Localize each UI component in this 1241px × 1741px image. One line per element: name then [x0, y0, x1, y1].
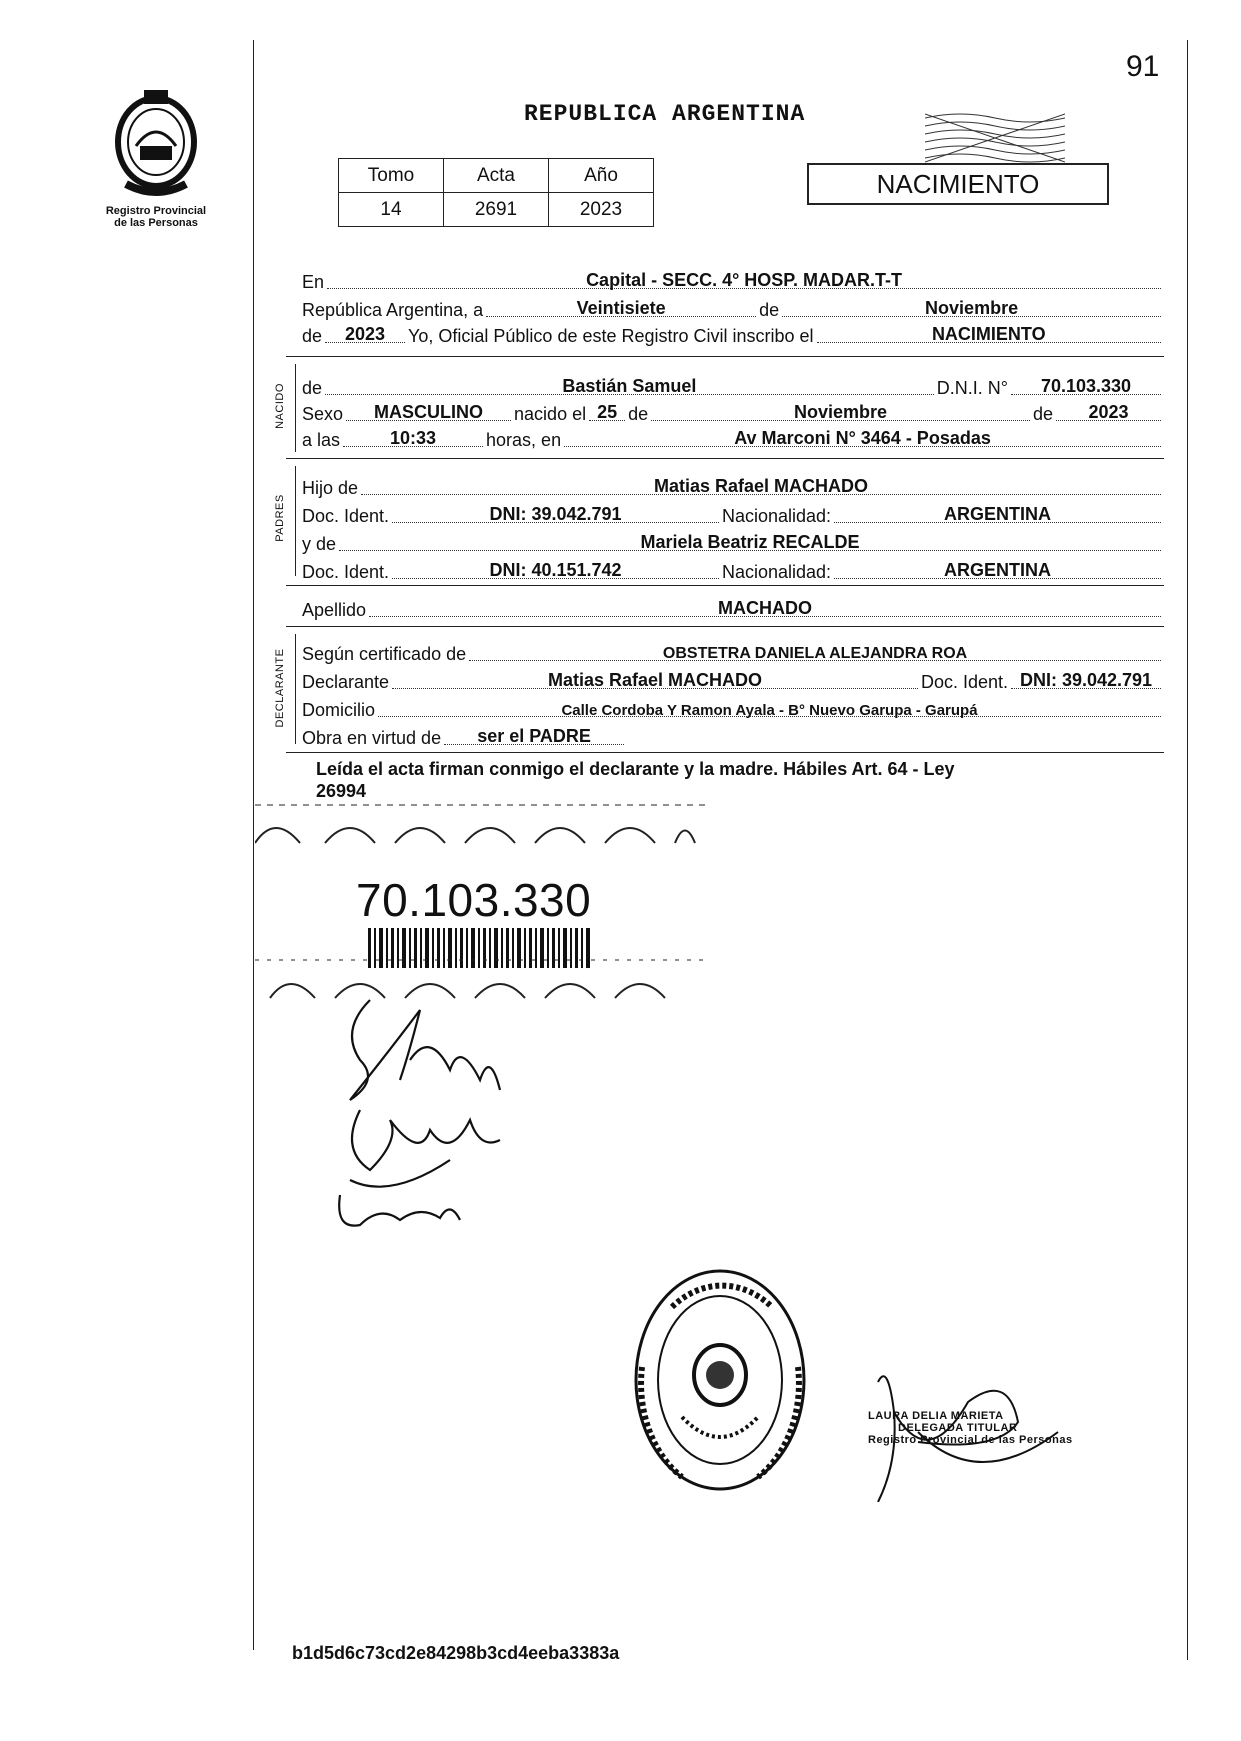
value-year: 2023	[345, 324, 386, 344]
meta-value-anio: 2023	[549, 193, 654, 227]
value-declarante: Matias Rafael MACHADO	[547, 670, 763, 690]
label-de-birth-month: de	[628, 404, 649, 424]
value-en: Capital - SECC. 4° HOSP. MADAR.T-T	[586, 270, 902, 290]
row-madre	[302, 530, 1164, 555]
closing-statement-line2: 26994	[316, 781, 367, 801]
document-hash: b1d5d6c73cd2e84298b3cd4eeba3383a	[292, 1643, 620, 1663]
fill-birth-year	[1056, 402, 1161, 421]
fill-padre-nacionalidad	[834, 504, 1161, 523]
label-hijo-de: Hijo de	[302, 478, 359, 498]
label-de-birth-year: de	[1032, 404, 1053, 424]
side-label-padres: PADRES	[274, 494, 286, 542]
document-title: REPUBLICA ARGENTINA	[524, 101, 806, 127]
meta-header-acta: Acta	[444, 159, 549, 193]
value-certificado: OBSTETRA DANIELA ALEJANDRA ROA	[662, 645, 968, 662]
fill-dni	[1011, 376, 1161, 395]
padres-bracket	[295, 466, 296, 576]
fill-declarante-doc	[1011, 670, 1161, 689]
declarant-signature	[330, 990, 530, 1250]
fill-day	[486, 298, 756, 317]
fill-obra	[444, 726, 624, 745]
row-en	[302, 268, 1164, 293]
value-hora: 10:33	[390, 428, 437, 448]
value-dni: 70.103.330	[1040, 376, 1132, 396]
value-padre-nacionalidad: ARGENTINA	[944, 504, 1052, 524]
label-a-las: a las	[302, 430, 341, 450]
row-obra	[302, 724, 1164, 749]
value-madre-doc: DNI: 40.151.742	[489, 560, 622, 580]
value-acto: NACIMIENTO	[931, 324, 1046, 344]
row-apellido	[302, 596, 1164, 621]
side-label-declarante: DECLARANTE	[274, 648, 286, 728]
fill-birth-month	[651, 402, 1030, 421]
row-padre-doc	[302, 502, 1164, 527]
label-domicilio: Domicilio	[302, 700, 376, 720]
label-en: En	[302, 272, 325, 292]
label-dni: D.N.I. N°	[936, 378, 1008, 398]
meta-header-tomo: Tomo	[339, 159, 444, 193]
side-label-nacido: NACIDO	[274, 383, 286, 429]
value-madre-nacionalidad: ARGENTINA	[944, 560, 1052, 580]
label-republica: República Argentina, a	[302, 300, 484, 320]
fill-declarante	[392, 670, 918, 689]
declarante-bracket	[295, 634, 296, 744]
row-declarante	[302, 668, 1164, 693]
fill-padre-doc	[392, 504, 719, 523]
logo-caption-line2: de las Personas	[114, 217, 198, 229]
value-birth-year: 2023	[1088, 402, 1129, 422]
value-birth-day: 25	[597, 402, 618, 422]
fill-hora	[343, 428, 483, 447]
label-declarante-doc: Doc. Ident.	[920, 672, 1008, 692]
value-sexo: MASCULINO	[374, 402, 484, 422]
value-padre-doc: DNI: 39.042.791	[489, 504, 622, 524]
fill-padre	[361, 476, 1161, 495]
document-type-box: NACIMIENTO	[807, 163, 1109, 205]
label-declarante: Declarante	[302, 672, 390, 692]
value-domicilio: Calle Cordoba Y Ramon Ayala - B° Nuevo Garupa - Garupá	[561, 702, 978, 719]
divider-1	[286, 356, 1164, 357]
meta-value-acta: 2691	[444, 193, 549, 227]
official-office: Registro Provincial de las Personas	[868, 1434, 1073, 1446]
provincia-de-misiones-coat-of-arms-icon	[96, 88, 216, 200]
divider-2	[286, 458, 1164, 459]
row-anio	[302, 322, 1164, 347]
row-madre-doc	[302, 558, 1164, 583]
right-margin-line	[1187, 40, 1188, 1660]
security-strip-icon	[255, 803, 705, 845]
label-madre-nacionalidad: Nacionalidad:	[721, 562, 832, 582]
value-nombre: Bastián Samuel	[562, 376, 697, 396]
divider-4	[286, 626, 1164, 627]
label-y-de: y de	[302, 534, 337, 554]
official-name: LAURA DELIA MARIETA	[868, 1410, 1004, 1422]
closing-statement-line1: Leída el acta firman conmigo el declarante y la madre. Hábiles Art. 64 - Ley	[316, 759, 955, 779]
fill-madre-nacionalidad	[834, 560, 1161, 579]
label-inscribo: Yo, Oficial Público de este Registro Civil inscribo el	[408, 326, 814, 346]
fill-nombre	[325, 376, 934, 395]
fill-madre	[339, 532, 1161, 551]
fill-madre-doc	[392, 560, 719, 579]
value-month: Noviembre	[925, 298, 1019, 318]
label-de-nombre: de	[302, 378, 323, 398]
value-apellido: MACHADO	[718, 598, 813, 618]
value-declarante-doc: DNI: 39.042.791	[1019, 670, 1153, 690]
label-padre-doc: Doc. Ident.	[302, 506, 390, 526]
value-madre: Mariela Beatriz RECALDE	[640, 532, 860, 552]
record-meta-table	[338, 158, 654, 227]
fill-apellido	[369, 598, 1161, 617]
label-apellido: Apellido	[302, 600, 367, 620]
security-pattern-icon	[925, 110, 1065, 165]
row-republica	[302, 296, 1164, 321]
value-place: Av Marconi N° 3464 - Posadas	[734, 428, 991, 448]
fill-sexo	[346, 402, 511, 421]
logo-caption-line1: Registro Provincial	[105, 205, 207, 217]
label-padre-nacionalidad: Nacionalidad:	[721, 506, 832, 526]
label-sexo: Sexo	[302, 404, 344, 424]
fill-year	[325, 324, 405, 343]
value-padre: Matias Rafael MACHADO	[653, 476, 869, 496]
logo-caption	[80, 205, 232, 229]
province-logo	[96, 88, 216, 200]
label-de-year: de	[302, 326, 323, 346]
row-sexo	[302, 400, 1164, 425]
divider-3	[286, 585, 1164, 586]
fill-month	[782, 298, 1161, 317]
row-nombre	[302, 374, 1164, 399]
label-obra: Obra en virtud de	[302, 728, 442, 748]
label-horas-en: horas, en	[486, 430, 562, 450]
label-de-month: de	[759, 300, 780, 320]
fill-acto	[817, 324, 1161, 343]
label-madre-doc: Doc. Ident.	[302, 562, 390, 582]
label-certificado: Según certificado de	[302, 644, 467, 664]
fill-domicilio	[378, 698, 1161, 717]
nacido-bracket	[295, 364, 296, 452]
value-birth-month: Noviembre	[794, 402, 888, 422]
row-domicilio	[302, 696, 1164, 721]
official-title: DELEGADA TITULAR	[898, 1422, 1018, 1434]
value-obra: ser el PADRE	[477, 726, 591, 746]
meta-value-row	[339, 193, 654, 227]
page-number: 91	[1126, 50, 1160, 83]
left-margin-line	[253, 40, 254, 1650]
barcode-number: 70.103.330	[356, 874, 592, 926]
meta-value-tomo: 14	[339, 193, 444, 227]
row-hora	[302, 426, 1164, 451]
fill-birth-day	[589, 402, 625, 421]
divider-5	[286, 752, 1164, 753]
label-nacido-el: nacido el	[514, 404, 587, 424]
value-day-words: Veintisiete	[576, 298, 666, 318]
fill-certificado	[469, 642, 1161, 661]
fill-place	[564, 428, 1161, 447]
official-stamp	[868, 1410, 1098, 1446]
meta-header-anio: Año	[549, 159, 654, 193]
closing-statement	[316, 758, 1176, 802]
meta-header-row	[339, 159, 654, 193]
official-seal	[632, 1267, 808, 1493]
row-padre	[302, 474, 1164, 499]
fill-en	[327, 270, 1161, 289]
row-certificado	[302, 640, 1164, 665]
